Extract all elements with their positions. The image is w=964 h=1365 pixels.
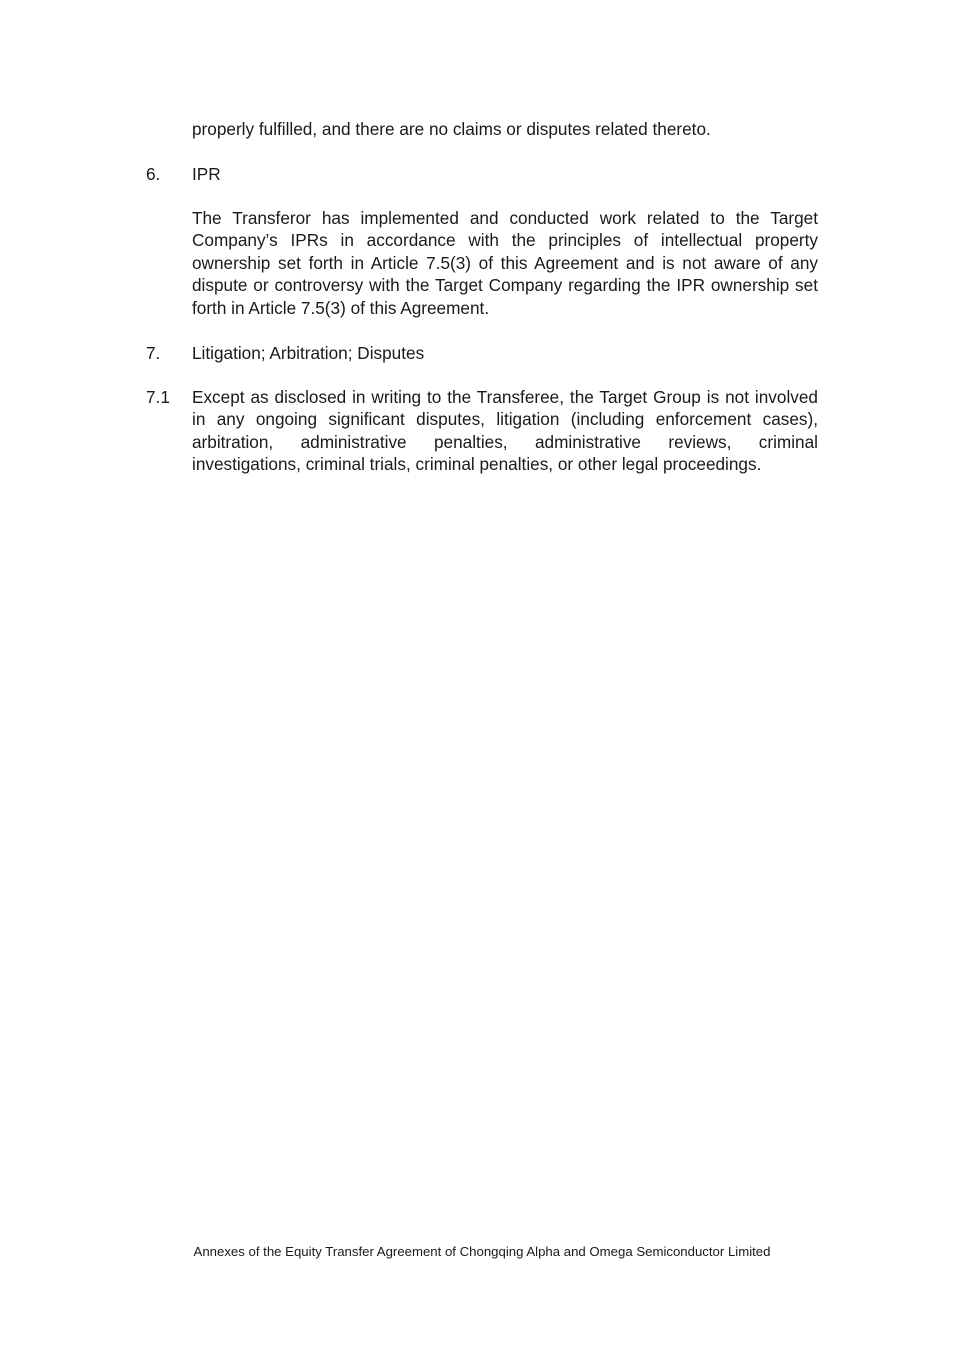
continuation-paragraph: properly fulfilled, and there are no claims or disputes related thereto.: [192, 119, 711, 139]
section-7-heading: Litigation; Arbitration; Disputes: [192, 343, 425, 363]
clause-7-1-number: 7.1: [146, 387, 170, 407]
clause-7-1-text: Except as disclosed in writing to the Transferee, the Target Group is not involved in any ongoing significant disputes, litigation (including enforcement cases), arbitration, administrative penalties, administrative reviews, criminal investigations, criminal trials, criminal penalties, or other legal proceedings.: [192, 387, 818, 475]
section-6-body: The Transferor has implemented and conducted work related to the Target Company’s IPRs in accordance with the principles of intellectual property ownership set forth in Article 7.5(3) of this Agreement and is not aware of any dispute or controversy with the Target Company regarding the IPR ownership set forth in Article 7.5(3) of this Agreement.: [192, 208, 818, 318]
page-footer: Annexes of the Equity Transfer Agreement of Chongqing Alpha and Omega Semiconductor Limited: [193, 1244, 771, 1259]
section-6-number: 6.: [146, 164, 161, 184]
section-7-number: 7.: [146, 343, 161, 363]
section-6-heading: IPR: [192, 164, 221, 184]
